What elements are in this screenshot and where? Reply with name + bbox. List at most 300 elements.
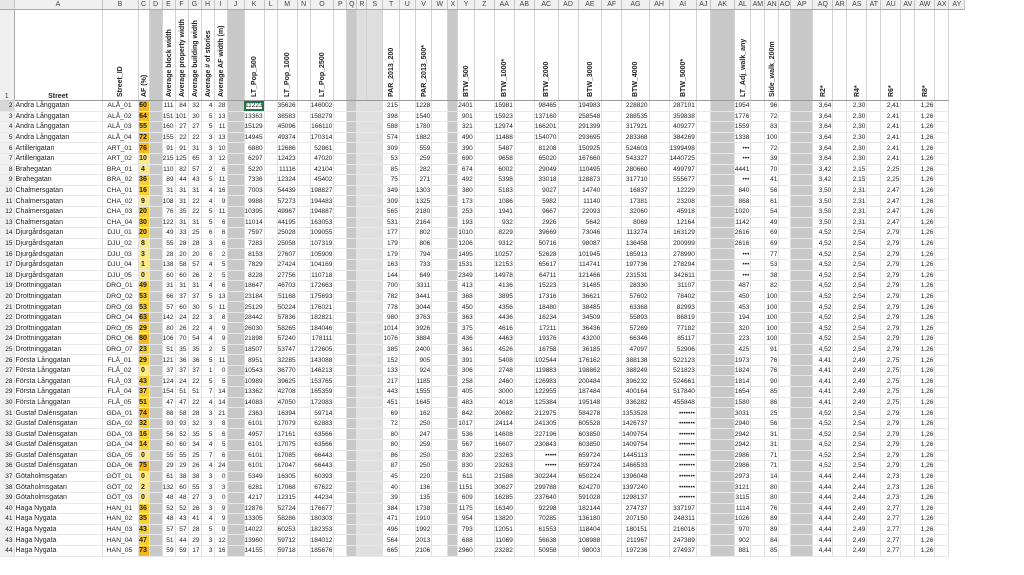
cell[interactable] xyxy=(334,471,347,482)
cell[interactable] xyxy=(264,228,277,239)
cell[interactable] xyxy=(514,238,534,249)
cell[interactable]: 2,77 xyxy=(881,535,901,546)
cell[interactable]: Gustaf Dalénsgatan xyxy=(14,418,102,429)
cell[interactable]: 57240 xyxy=(277,335,296,343)
cell[interactable] xyxy=(867,471,881,482)
cell[interactable] xyxy=(558,545,578,556)
column-header-an[interactable]: AN xyxy=(765,0,779,10)
cell[interactable] xyxy=(448,185,458,196)
cell[interactable]: 17316 xyxy=(534,291,558,302)
row-header[interactable]: 44 xyxy=(0,545,14,556)
cell[interactable] xyxy=(602,503,622,514)
cell[interactable]: 31 xyxy=(188,185,201,196)
cell[interactable]: ••••••• xyxy=(669,482,696,493)
cell[interactable] xyxy=(334,228,347,239)
cell[interactable]: 98003 xyxy=(578,545,602,556)
cell[interactable]: 110 xyxy=(163,165,174,173)
cell[interactable]: 91 xyxy=(765,344,779,355)
cell[interactable]: 52724 xyxy=(277,504,296,512)
cell[interactable]: 4 xyxy=(201,461,214,472)
cell[interactable]: 179 xyxy=(383,249,399,260)
cell[interactable] xyxy=(779,334,791,345)
header-cell[interactable] xyxy=(149,10,162,101)
cell[interactable]: 1020 xyxy=(734,208,750,216)
cell[interactable] xyxy=(264,217,277,228)
column-header-ae[interactable]: AE xyxy=(578,0,602,10)
cell[interactable] xyxy=(297,185,310,196)
cell[interactable]: 86 xyxy=(383,450,399,461)
cell[interactable]: 108 xyxy=(162,197,174,205)
cell[interactable] xyxy=(264,238,277,249)
cell[interactable]: 138 xyxy=(162,261,174,269)
cell[interactable] xyxy=(448,143,458,154)
cell[interactable] xyxy=(602,238,622,249)
cell[interactable]: 51 xyxy=(138,397,149,408)
cell[interactable]: 700 xyxy=(383,281,399,292)
cell[interactable]: 413 xyxy=(458,281,474,292)
cell[interactable]: Första Långgatan xyxy=(14,376,102,387)
cell[interactable] xyxy=(751,238,765,249)
cell[interactable] xyxy=(867,514,881,525)
cell[interactable] xyxy=(935,514,949,525)
cell[interactable] xyxy=(751,344,765,355)
header-btw-500[interactable] xyxy=(458,10,474,101)
cell[interactable]: 1,26 xyxy=(915,185,935,196)
cell[interactable]: 3 xyxy=(201,492,214,503)
cell[interactable]: 5487 xyxy=(494,143,514,154)
cell[interactable] xyxy=(649,334,669,345)
cell[interactable]: 1973 xyxy=(734,356,750,364)
cell[interactable]: 0 xyxy=(138,270,149,281)
cell[interactable]: Drottninggatan xyxy=(14,344,102,355)
cell[interactable]: 71 xyxy=(765,461,779,472)
cell[interactable]: 30 xyxy=(188,111,201,122)
row-header[interactable]: 20 xyxy=(0,291,14,302)
cell[interactable] xyxy=(935,492,949,503)
cell[interactable] xyxy=(297,164,310,175)
cell[interactable]: DRO_03 xyxy=(102,302,138,313)
cell[interactable]: 173 xyxy=(458,196,474,207)
cell[interactable] xyxy=(474,471,494,482)
cell[interactable]: 24 xyxy=(214,461,227,472)
cell[interactable] xyxy=(149,132,162,143)
cell[interactable]: 1,26 xyxy=(915,387,935,398)
cell[interactable] xyxy=(514,376,534,387)
cell[interactable] xyxy=(833,545,847,556)
cell[interactable] xyxy=(474,132,494,143)
cell[interactable]: 16837 xyxy=(622,185,649,196)
cell[interactable]: 564 xyxy=(383,535,399,546)
cell[interactable]: 5 xyxy=(201,524,214,535)
cell[interactable]: 32 xyxy=(188,101,201,112)
cell[interactable] xyxy=(357,429,367,440)
cell[interactable] xyxy=(901,355,915,366)
cell[interactable] xyxy=(710,524,734,535)
cell[interactable] xyxy=(779,323,791,334)
cell[interactable] xyxy=(935,217,949,228)
cell[interactable]: 2,47 xyxy=(881,185,901,196)
cell[interactable]: 2,30 xyxy=(847,143,867,154)
cell[interactable] xyxy=(710,281,734,292)
cell[interactable] xyxy=(227,270,244,281)
cell[interactable] xyxy=(448,524,458,535)
cell[interactable] xyxy=(514,122,534,133)
cell[interactable] xyxy=(779,153,791,164)
cell[interactable] xyxy=(833,185,847,196)
cell[interactable] xyxy=(357,302,367,313)
cell[interactable]: 8951 xyxy=(244,355,264,366)
cell[interactable] xyxy=(935,535,949,546)
column-header-al[interactable]: AL xyxy=(734,0,750,10)
cell[interactable] xyxy=(474,376,494,387)
cell[interactable]: 71 xyxy=(765,450,779,461)
cell[interactable]: 28 xyxy=(188,238,201,249)
cell[interactable] xyxy=(779,143,791,154)
cell[interactable] xyxy=(558,334,578,345)
cell[interactable]: 30627 xyxy=(494,483,513,491)
cell[interactable] xyxy=(867,503,881,514)
cell[interactable]: 185913 xyxy=(622,249,649,260)
cell[interactable] xyxy=(347,302,357,313)
cell[interactable]: 29 xyxy=(138,323,149,334)
cell[interactable] xyxy=(357,281,367,292)
cell[interactable]: 4,41 xyxy=(813,397,833,408)
cell[interactable]: 1206 xyxy=(458,240,473,248)
cell[interactable]: 220 xyxy=(415,471,431,482)
row-header[interactable]: 43 xyxy=(0,535,14,546)
cell[interactable] xyxy=(334,323,347,334)
cell[interactable]: 52906 xyxy=(669,344,696,355)
cell[interactable]: 603850 xyxy=(578,441,601,449)
cell[interactable]: 25 xyxy=(188,450,201,461)
cell[interactable] xyxy=(399,132,415,143)
header-btw-1000[interactable] xyxy=(494,10,514,101)
cell[interactable]: 1466533 xyxy=(622,462,648,470)
cell[interactable] xyxy=(474,111,494,122)
cell[interactable]: 40 xyxy=(383,482,399,493)
cell[interactable]: 258548 xyxy=(578,112,601,120)
cell[interactable] xyxy=(602,132,622,143)
cell[interactable] xyxy=(791,228,813,239)
cell[interactable]: 291399 xyxy=(578,123,601,131)
cell[interactable]: 36770 xyxy=(277,367,296,375)
cell[interactable]: 48 xyxy=(162,492,175,503)
cell[interactable] xyxy=(779,249,791,260)
cell[interactable]: 1397240 xyxy=(622,483,648,491)
cell[interactable]: 17079 xyxy=(277,420,296,428)
cell[interactable] xyxy=(474,408,494,419)
cell[interactable]: 14 xyxy=(138,440,149,451)
cell[interactable] xyxy=(649,206,669,217)
header-cell[interactable] xyxy=(448,10,458,101)
cell[interactable] xyxy=(334,461,347,472)
cell[interactable]: 17381 xyxy=(622,196,649,207)
cell[interactable] xyxy=(432,132,448,143)
cell[interactable]: DRO_01 xyxy=(102,281,138,292)
cell[interactable]: 9658 xyxy=(494,153,514,164)
cell[interactable]: 3 xyxy=(201,312,214,323)
cell[interactable] xyxy=(347,334,357,345)
cell[interactable]: 38485 xyxy=(578,302,602,313)
cell[interactable]: 72 xyxy=(765,143,779,154)
cell[interactable] xyxy=(514,291,534,302)
cell[interactable] xyxy=(791,111,813,122)
cell[interactable]: 2,54 xyxy=(847,440,867,451)
cell[interactable] xyxy=(602,217,622,228)
cell[interactable]: ••••••• xyxy=(669,418,696,429)
cell[interactable]: 29 xyxy=(175,461,188,472)
cell[interactable] xyxy=(264,397,277,408)
cell[interactable]: Drottninggatan xyxy=(14,323,102,334)
cell[interactable] xyxy=(833,471,847,482)
cell[interactable] xyxy=(514,514,534,525)
cell[interactable]: 53 xyxy=(765,259,779,270)
cell[interactable] xyxy=(399,365,415,376)
cell[interactable] xyxy=(297,228,310,239)
cell[interactable]: 53747 xyxy=(277,345,296,353)
cell[interactable] xyxy=(696,503,710,514)
cell[interactable] xyxy=(432,175,448,186)
cell[interactable] xyxy=(558,482,578,493)
cell[interactable] xyxy=(602,397,622,408)
cell[interactable]: 380 xyxy=(458,185,474,196)
cell[interactable]: 14155 xyxy=(244,547,263,555)
cell[interactable] xyxy=(149,196,162,207)
cell[interactable] xyxy=(474,503,494,514)
cell[interactable] xyxy=(779,175,791,186)
cell[interactable] xyxy=(264,175,277,186)
column-header-aa[interactable]: AA xyxy=(494,0,514,10)
cell[interactable] xyxy=(399,175,415,186)
cell[interactable] xyxy=(264,440,277,451)
cell[interactable]: 230843 xyxy=(534,441,557,449)
cell[interactable] xyxy=(602,408,622,419)
cell[interactable] xyxy=(901,492,915,503)
cell[interactable]: 102544 xyxy=(534,356,557,364)
cell[interactable] xyxy=(558,461,578,472)
cell[interactable]: 4,52 xyxy=(813,228,833,239)
cell[interactable] xyxy=(867,206,881,217)
cell[interactable]: 24 xyxy=(175,376,188,387)
cell[interactable]: CHA_03 xyxy=(102,206,138,217)
cell[interactable] xyxy=(264,461,277,472)
cell[interactable] xyxy=(901,440,915,451)
cell[interactable]: 2,79 xyxy=(881,238,901,249)
cell[interactable] xyxy=(751,397,765,408)
cell[interactable] xyxy=(558,535,578,546)
cell[interactable]: 175693 xyxy=(310,292,333,300)
cell[interactable]: 5 xyxy=(214,376,227,387)
cell[interactable] xyxy=(558,365,578,376)
cell[interactable]: 337197 xyxy=(669,503,696,514)
cell[interactable]: 4018 xyxy=(494,397,514,408)
row-header[interactable]: 26 xyxy=(0,355,14,366)
cell[interactable] xyxy=(367,429,383,440)
cell[interactable]: 15129 xyxy=(244,123,263,131)
cell[interactable] xyxy=(602,249,622,260)
cell[interactable]: 1,26 xyxy=(915,429,935,440)
cell[interactable]: 110495 xyxy=(579,165,601,173)
cell[interactable] xyxy=(347,206,357,217)
cell[interactable]: 4,52 xyxy=(813,259,833,270)
cell[interactable] xyxy=(935,376,949,387)
cell[interactable] xyxy=(791,355,813,366)
cell[interactable]: 51 xyxy=(175,387,188,398)
cell[interactable] xyxy=(367,376,383,387)
cell[interactable] xyxy=(399,196,415,207)
row-header[interactable]: 38 xyxy=(0,482,14,493)
cell[interactable] xyxy=(649,175,669,186)
cell[interactable] xyxy=(602,111,622,122)
cell[interactable]: 22 xyxy=(175,132,188,143)
cell[interactable] xyxy=(751,365,765,376)
cell[interactable] xyxy=(833,238,847,249)
cell[interactable] xyxy=(448,153,458,164)
cell[interactable] xyxy=(514,492,534,503)
cell[interactable] xyxy=(833,206,847,217)
cell[interactable]: HAN_05 xyxy=(102,545,138,556)
cell[interactable]: 4 xyxy=(201,185,214,196)
cell[interactable]: 4 xyxy=(201,196,214,207)
cell[interactable] xyxy=(357,132,367,143)
cell[interactable]: 1882 xyxy=(415,134,431,142)
cell[interactable] xyxy=(602,376,622,387)
cell[interactable]: 75 xyxy=(383,175,399,186)
cell[interactable] xyxy=(833,461,847,472)
cell[interactable]: 970 xyxy=(734,524,750,535)
header-cell[interactable] xyxy=(474,10,494,101)
cell[interactable] xyxy=(867,175,881,186)
cell[interactable] xyxy=(710,344,734,355)
cell[interactable]: 5642 xyxy=(578,217,602,228)
cell[interactable]: 425 xyxy=(734,344,750,355)
cell[interactable]: Chalmersgatan xyxy=(14,196,102,207)
cell[interactable] xyxy=(367,418,383,429)
cell[interactable] xyxy=(901,545,915,556)
cell[interactable] xyxy=(867,376,881,387)
cell[interactable]: 217 xyxy=(383,376,399,387)
cell[interactable]: 56 xyxy=(765,418,779,429)
cell[interactable] xyxy=(710,334,734,345)
cell[interactable] xyxy=(149,302,162,313)
cell[interactable] xyxy=(399,545,415,556)
cell[interactable]: 2,49 xyxy=(847,365,867,376)
cell[interactable]: 30 xyxy=(188,302,201,313)
cell[interactable] xyxy=(867,323,881,334)
cell[interactable] xyxy=(357,418,367,429)
cell[interactable] xyxy=(399,259,415,270)
cell[interactable]: 2,49 xyxy=(847,376,867,387)
cell[interactable] xyxy=(297,122,310,133)
cell[interactable] xyxy=(602,492,622,503)
cell[interactable] xyxy=(602,355,622,366)
cell[interactable]: 1142 xyxy=(735,218,750,226)
cell[interactable] xyxy=(867,365,881,376)
cell[interactable]: 17211 xyxy=(534,323,558,334)
cell[interactable] xyxy=(751,323,765,334)
cell[interactable]: 1910 xyxy=(415,515,431,523)
header-lt-adj[interactable] xyxy=(734,10,750,101)
cell[interactable]: 65617 xyxy=(534,259,558,270)
cell[interactable]: 37 xyxy=(175,291,188,302)
cell[interactable] xyxy=(710,503,734,514)
cell[interactable] xyxy=(901,482,915,493)
cell[interactable]: 32060 xyxy=(622,206,649,217)
cell[interactable] xyxy=(297,450,310,461)
cell[interactable] xyxy=(901,450,915,461)
column-header-f[interactable]: F xyxy=(175,0,188,10)
cell[interactable]: GDA_05 xyxy=(102,450,138,461)
cell[interactable] xyxy=(264,206,277,217)
cell[interactable] xyxy=(227,164,244,175)
cell[interactable] xyxy=(367,408,383,419)
cell[interactable]: 89 xyxy=(765,524,779,535)
row-header[interactable]: 19 xyxy=(0,281,14,292)
cell[interactable]: 2,47 xyxy=(881,196,901,207)
cell[interactable]: 4441 xyxy=(734,165,750,173)
cell[interactable] xyxy=(558,503,578,514)
cell[interactable]: 2,77 xyxy=(881,514,901,525)
cell[interactable]: 274937 xyxy=(669,545,696,556)
cell[interactable] xyxy=(357,450,367,461)
cell[interactable] xyxy=(432,397,448,408)
cell[interactable]: 1,26 xyxy=(915,397,935,408)
cell[interactable]: 650224 xyxy=(578,473,601,481)
cell[interactable]: 3,64 xyxy=(813,153,833,164)
cell[interactable]: 180151 xyxy=(622,524,649,535)
cell[interactable]: 522123 xyxy=(669,355,696,366)
cell[interactable]: 1,26 xyxy=(915,259,935,270)
cell[interactable]: 2,79 xyxy=(881,259,901,270)
cell[interactable]: 12 xyxy=(214,535,227,546)
cell[interactable]: BRA_02 xyxy=(102,175,138,186)
cell[interactable]: 559 xyxy=(415,143,431,154)
cell[interactable]: 80 xyxy=(383,440,399,451)
cell[interactable]: 278990 xyxy=(669,249,696,260)
cell[interactable]: 26 xyxy=(188,503,201,514)
cell[interactable]: 237640 xyxy=(534,494,557,502)
cell[interactable]: 150925 xyxy=(578,144,601,152)
cell[interactable] xyxy=(710,196,734,207)
cell[interactable] xyxy=(357,503,367,514)
cell[interactable]: 9 xyxy=(214,503,227,514)
cell[interactable] xyxy=(448,344,458,355)
cell[interactable]: 1,26 xyxy=(915,471,935,482)
cell[interactable] xyxy=(264,153,277,164)
cell[interactable] xyxy=(399,164,415,175)
cell[interactable]: 2,79 xyxy=(881,312,901,323)
header-street-id[interactable] xyxy=(102,10,138,101)
cell[interactable] xyxy=(649,132,669,143)
column-header-k[interactable]: K xyxy=(244,0,264,10)
cell[interactable] xyxy=(399,397,415,408)
cell[interactable]: 4 xyxy=(201,281,214,292)
cell[interactable] xyxy=(514,440,534,451)
cell[interactable] xyxy=(264,111,277,122)
header-r6[interactable] xyxy=(881,10,901,101)
cell[interactable]: 57836 xyxy=(277,314,296,322)
cell[interactable]: 1,26 xyxy=(915,217,935,228)
header-cell[interactable] xyxy=(347,10,357,101)
cell[interactable]: 80 xyxy=(138,334,149,345)
cell[interactable]: 2,30 xyxy=(847,132,867,143)
cell[interactable]: 49 xyxy=(765,217,779,228)
cell[interactable] xyxy=(367,323,383,334)
cell[interactable] xyxy=(357,270,367,281)
cell[interactable] xyxy=(935,471,949,482)
cell[interactable] xyxy=(867,440,881,451)
cell[interactable]: 52 xyxy=(175,429,188,440)
